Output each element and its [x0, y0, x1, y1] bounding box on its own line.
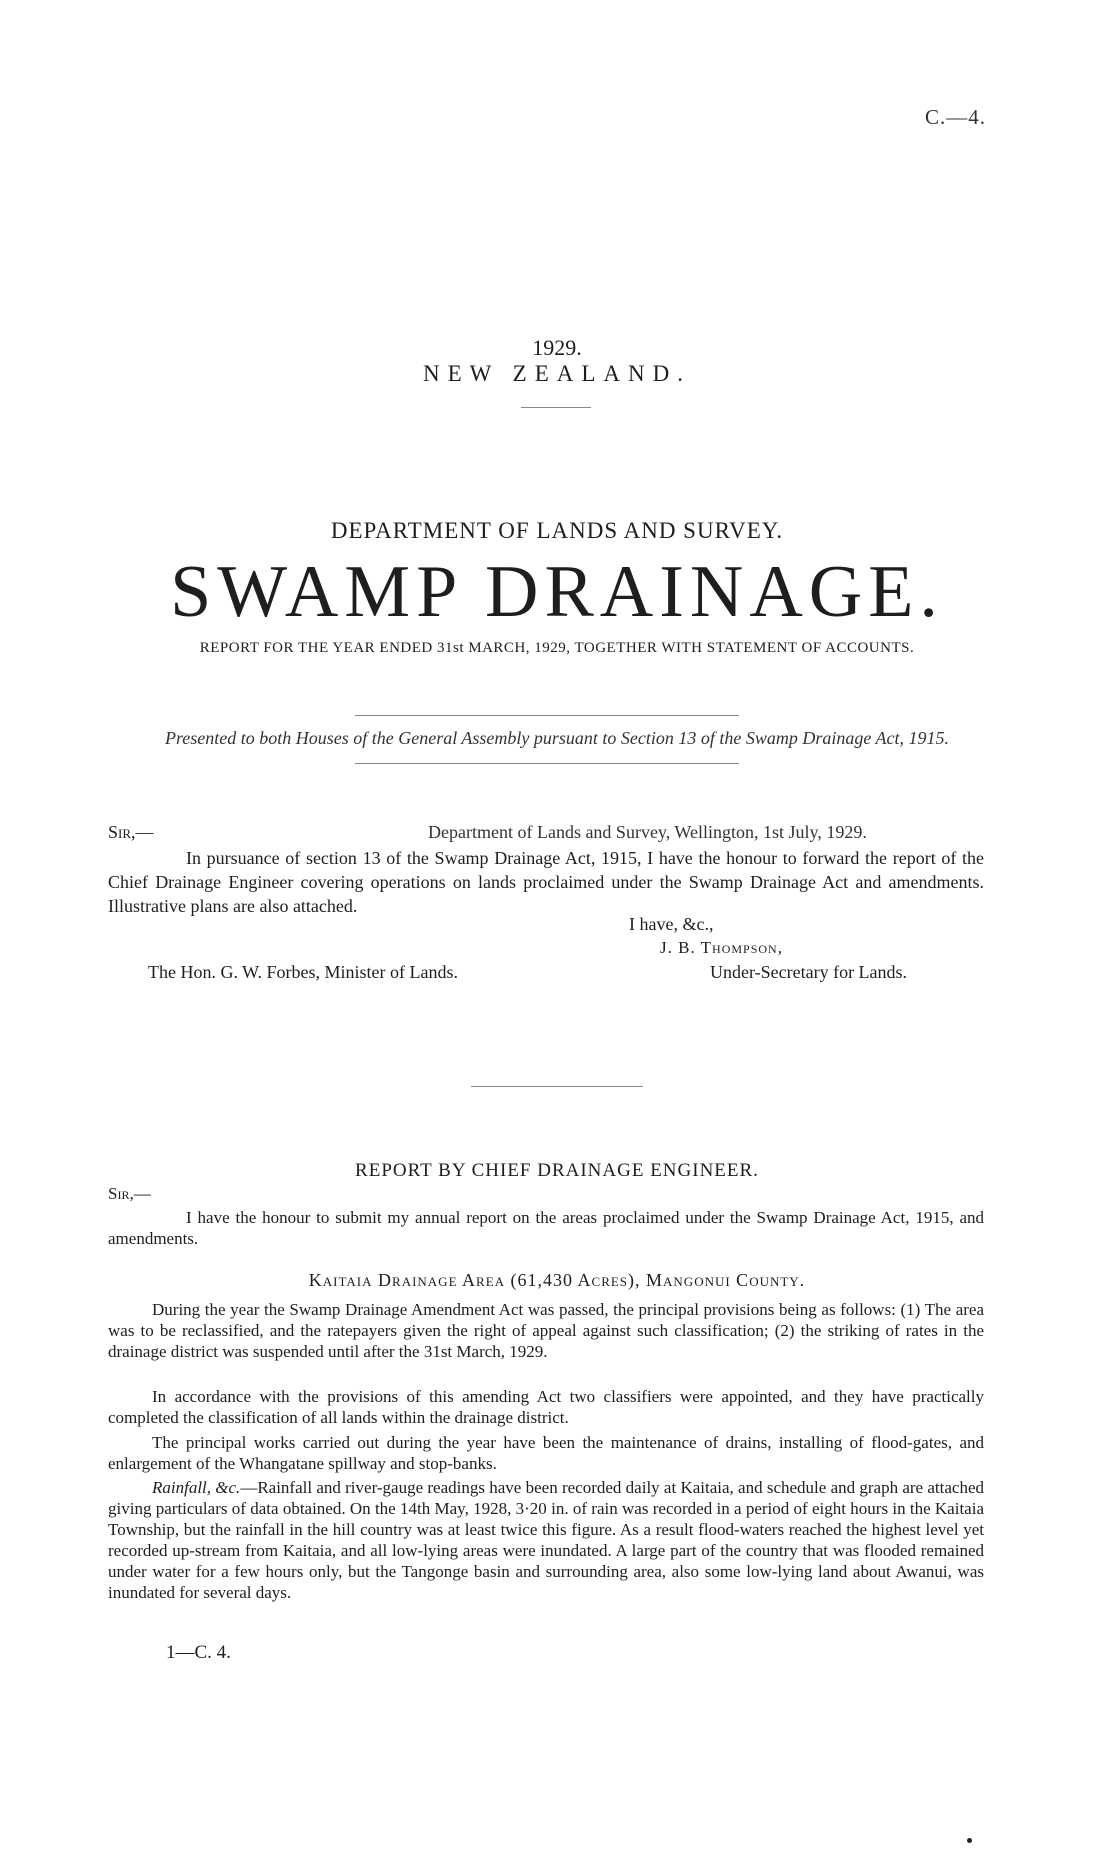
country-heading: NEW ZEALAND.	[422, 361, 692, 386]
rainfall-paragraph	[108, 1477, 984, 1603]
letter-address: Department of Lands and Survey, Wellington, 1st July, 1929.	[428, 822, 867, 842]
report-salutation: Sir,—	[108, 1184, 151, 1203]
print-mark	[967, 1838, 972, 1843]
report-paragraph: In accordance with the provisions of this amending Act two classifiers were appointed, and they have practically completed the classification of all lands within the drainage district.	[108, 1387, 984, 1427]
letter-recipient: The Hon. G. W. Forbes, Minister of Lands.	[148, 962, 458, 982]
report-heading: REPORT BY CHIEF DRAINAGE ENGINEER.	[355, 1160, 759, 1181]
divider-rule	[355, 763, 739, 764]
letter-body: In pursuance of section 13 of the Swamp Drainage Act, 1915, I have the honour to forward the report of the Chief Drainage Engineer covering operations on lands proclaimed under the Swamp Drainage Act and amendments. Illustrative plans are also attached.	[108, 848, 984, 916]
page-reference: C.—4.	[924, 105, 986, 129]
signatory-title: Under-Secretary for Lands.	[710, 962, 908, 982]
divider-rule	[521, 407, 591, 408]
rainfall-lead: Rainfall, &c.	[152, 1478, 241, 1497]
footer-page-reference: 1—C. 4.	[166, 1642, 231, 1663]
year: 1929.	[532, 335, 582, 360]
letter-closing: I have, &c.,	[629, 914, 714, 934]
report-paragraph: The principal works carried out during the year have been the maintenance of drains, installing of flood-gates, and enlargement of the Whangatane spillway and stop-banks.	[108, 1433, 984, 1473]
page-title: SWAMP DRAINAGE.	[170, 551, 944, 633]
presentation-note: Presented to both Houses of the General Assembly pursuant to Section 13 of the Swamp Drainage Act, 1915.	[164, 728, 950, 748]
area-heading: Kaitaia Drainage Area (61,430 Acres), Mangonui County.	[308, 1270, 806, 1290]
department-heading: DEPARTMENT OF LANDS AND SURVEY.	[330, 518, 784, 543]
divider-rule	[355, 715, 739, 716]
report-paragraph: During the year the Swamp Drainage Amendment Act was passed, the principal provisions being as follows: (1) The area was to be reclassified, and the ratepayers given the right of appeal against such classification; (2) the striking of rates in the drainage district was suspended until after the 31st March, 1929.	[108, 1300, 984, 1361]
signatory-name: J. B. Thompson,	[660, 938, 783, 957]
report-subtitle: REPORT FOR THE YEAR ENDED 31st MARCH, 1929, TOGETHER WITH STATEMENT OF ACCOUNTS.	[199, 640, 915, 656]
report-intro: I have the honour to submit my annual report on the areas proclaimed under the Swamp Drainage Act, 1915, and amendments.	[108, 1208, 984, 1248]
divider-rule	[471, 1086, 643, 1087]
letter-salutation: Sir,—	[108, 822, 154, 842]
rainfall-text: —Rainfall and river-gauge readings have been recorded daily at Kaitaia, and schedule and graph are attached giving particulars of data obtained. On the 14th May, 1928, 3·20 in. of rain was recorded in a period of eight hours in the Kaitaia Township, but the rainfall in the hill country was at least twice this figure. As a result flood-waters reached the highest level yet recorded up-stream from Kaitaia, and all low-lying areas were inundated. A large part of the country that was flooded remained under water for a few hours only, but the Tangonge basin and surrounding area, also some low-lying land about Awanui, was inundated for several days.	[108, 1478, 984, 1602]
